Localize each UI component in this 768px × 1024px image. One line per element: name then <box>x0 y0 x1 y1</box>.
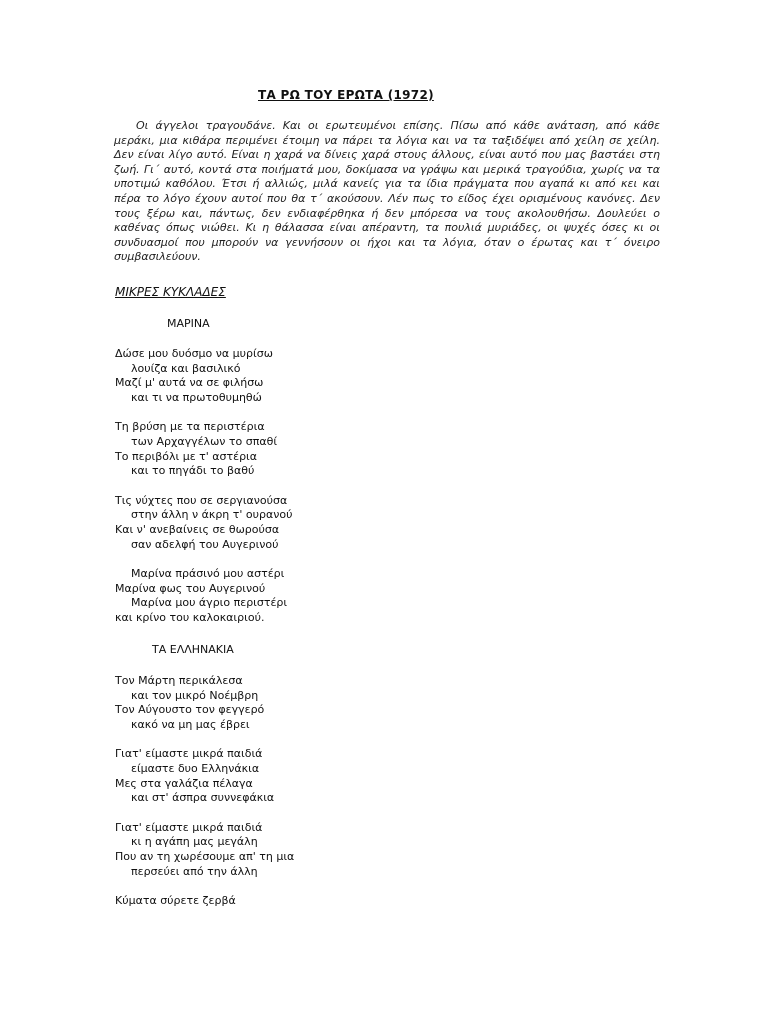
verse-line: Μαρίνα πράσινό μου αστέρι <box>131 567 285 581</box>
intro-text: Οι άγγελοι τραγουδάνε. Και οι ερωτευμένοι επίσης. Πίσω από κάθε ανάταση, από κάθε μεράκι, μια κιθάρα περιμένει έτοιμη να πάρει τα λόγια και να τα ταξιδέψει από χείλη σε χείλη. Δεν είναι λίγο αυτό. Είναι η χαρά να δίνεις χαρά στους άλλους, είναι αυτό που μας βαστάει στη ζωή. Γι΄ αυτό, κοντά στα ποιήματά μου, δοκίμασα να γράψω και μερικά τραγούδια, χωρίς να τα υποτιμώ καθόλου. Έτσι ή αλλιώς, μιλά κανείς για τα ίδια πράγματα που αγαπά κι από κει και πέρα το λόγο έχουν αυτοί που θα τ΄ ακούσουν. Λέν πως το είδος έχει ορισμένους κανόνες. Δεν τους ξέρω και, πάντως, δεν ενδιαφέρθηκα ή δεν μπόρεσα να τους ακολουθήσω. Δουλεύει ο καθένας όπως νιώθει. Κι η θάλασσα είναι απέραντη, τα πουλιά μυριάδες, οι ψυχές όσες κι οι συνδυασμοί που μπορούν να γεννήσουν οι ήχοι και τα λόγια, όταν ο έρωτας και τ΄ όνειρο συμβασιλεύουν. <box>114 119 660 264</box>
verse-line: και το πηγάδι το βαθύ <box>131 464 255 478</box>
poem-ellinakia <box>115 674 294 924</box>
verse-line: λουίζα και βασιλικό <box>131 361 241 375</box>
verse-line: είμαστε δυο Ελληνάκια <box>131 761 260 775</box>
verse-line: και τι να πρωτοθυμηθώ <box>131 390 262 404</box>
verse-line: και κρίνο του καλοκαιριού. <box>115 610 265 624</box>
verse-line: περσεύει από την άλλη <box>131 864 258 878</box>
poem-title-marina: ΜΑΡΙΝΑ <box>167 317 210 330</box>
verse-line: Μαρίνα φως του Αυγερινού <box>115 581 266 595</box>
stanza <box>115 821 294 879</box>
verse-line: Τις νύχτες που σε σεργιανούσα <box>115 493 288 507</box>
stanza <box>115 567 292 625</box>
verse-line: Γιατ' είμαστε μικρά παιδιά <box>115 747 263 761</box>
poem-marina <box>115 347 292 641</box>
verse-line: Τον Αύγουστο τον φεγγερό <box>115 703 265 717</box>
verse-line: των Αρχαγγέλων το σπαθί <box>131 434 278 448</box>
verse-line: Μαζί μ' αυτά να σε φιλήσω <box>115 376 264 390</box>
stanza <box>115 894 294 909</box>
verse-line: σαν αδελφή του Αυγερινού <box>131 537 279 551</box>
intro-paragraph <box>114 119 660 265</box>
stanza <box>115 747 294 805</box>
verse-line: Δώσε μου δυόσμο να μυρίσω <box>115 347 273 360</box>
verse-line: Μες στα γαλάζια πέλαγα <box>115 776 253 790</box>
verse-line: Τη βρύση με τα περιστέρια <box>115 420 265 434</box>
stanza <box>115 494 292 552</box>
verse-line: και τον μικρό Νοέμβρη <box>131 688 259 702</box>
section-heading: ΜΙΚΡΕΣ ΚΥΚΛΑΔΕΣ <box>115 285 226 299</box>
stanza <box>115 347 292 405</box>
verse-line: Κύματα σύρετε ζερβά <box>115 894 236 908</box>
verse-line: και στ' άσπρα συννεφάκια <box>131 791 275 805</box>
verse-line: Τον Μάρτη περικάλεσα <box>115 674 243 687</box>
stanza <box>115 674 294 732</box>
verse-line: Που αν τη χωρέσουμε απ' τη μια <box>115 849 295 863</box>
stanza <box>115 420 292 478</box>
verse-line: κι η αγάπη μας μεγάλη <box>131 835 258 849</box>
verse-line: Γιατ' είμαστε μικρά παιδιά <box>115 820 263 834</box>
verse-line: Το περιβόλι με τ' αστέρια <box>115 449 258 463</box>
verse-line: κακό να μη μας έβρει <box>131 717 250 731</box>
verse-line: στην άλλη ν άκρη τ' ουρανού <box>131 508 293 522</box>
poem-title-ellinakia: ΤΑ ΕΛΛΗΝΑΚΙΑ <box>152 643 234 656</box>
document-title: ΤΑ ΡΩ ΤΟΥ ΕΡΩΤΑ (1972) <box>258 88 434 102</box>
verse-line: Και ν' ανεβαίνεις σε θωρούσα <box>115 522 280 536</box>
verse-line: Μαρίνα μου άγριο περιστέρι <box>131 596 288 610</box>
